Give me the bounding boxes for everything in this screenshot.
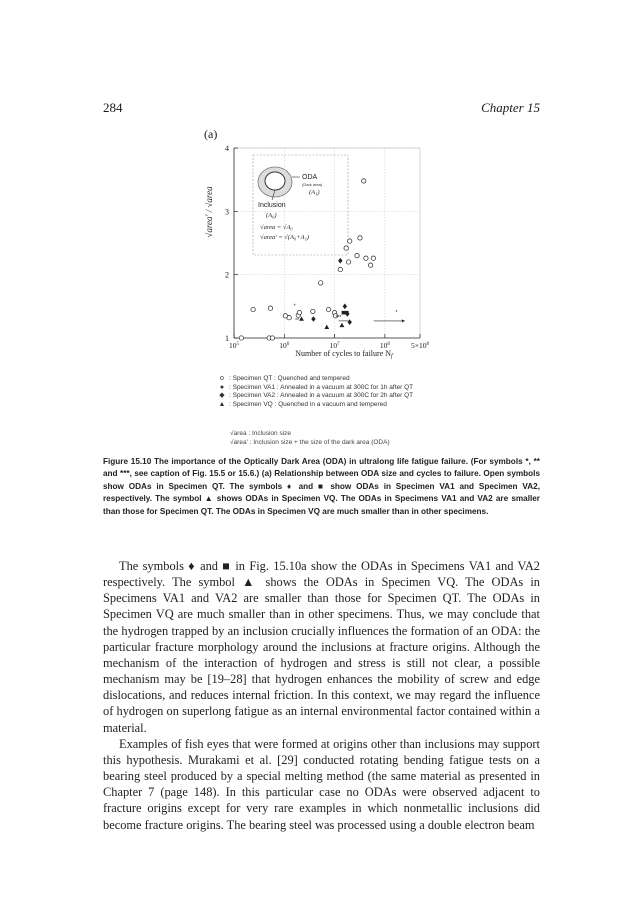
x-tick-label: $10^6$ [279,341,290,350]
y-axis-label: √area' / √area [204,186,214,238]
legend-item-va2 [215,392,413,401]
point-annotation: ** [295,318,300,325]
x-axis-label-subscript: f [391,353,393,360]
point-annotation: *** [335,315,342,321]
point-va2 [342,311,346,315]
x-axis-label-text: Number of cycles to failure N [295,349,392,358]
inclusion-shape [265,172,285,190]
body-paragraph: Examples of fish eyes that were formed at origins other than inclusions may support this hypothesis. Murakami et al. [29] conducted rotating bending fatigue tests on a bearing steel produced by a special melting method (the same material as presented in Chapter 7 (page 148). In this particular case no ODAs were observed adjacent to fracture origins except for very rare examples in which nonmetallic inclusions did become fracture origins. The bearing steel was processed using a double electron beam [103,736,540,832]
point-va1 [311,316,315,322]
dark-area-label: (Dark area) [302,182,323,187]
x-tick-label: $10^5$ [229,341,239,350]
x-tick-label: $10^7$ [329,341,340,350]
legend-text: : Specimen VA2 : Annealed in a vacuum at 300C for 2h after QT [229,392,414,399]
inclusion-label: Inclusion [258,202,286,209]
figure-definitions [230,430,390,447]
point-qt [319,281,323,285]
definition-area-prime: √area' : Inclusion size + the size of the dark area (ODA) [230,438,390,446]
runout-arrowhead [402,319,405,322]
point-qt [287,316,291,320]
figure-panel-label: (a) [204,127,218,141]
point-va1 [343,304,347,310]
point-va1 [338,258,342,264]
y-tick-label: 1 [225,334,229,343]
point-qt [364,256,368,260]
running-head: Chapter 15 [481,100,540,115]
figure-legend [215,375,413,409]
point-qt [239,336,243,340]
point-qt [338,267,342,271]
figure-caption: Figure 15.10 The importance of the Optically Dark Area (ODA) in ultralong life fatigue failure. (For symbols *, ** and ***, see caption of Fig. 15.5 or 15.6.) (a) Relationship between ODA size and cycles to failure. Open symbols show ODAs in Specimen QT. The symbols ♦ and ■ show ODAs in Specimen VA1 and Specimen VA2, respectively. The symbol ▲ shows ODAs in Specimen VQ. The ODAs in Specimens VA1 and VA2 are smaller than those for Specimen QT. The ODAs in Specimen VQ are much smaller than in other specimens. [103,457,540,516]
x-tick-label: $10^8$ [379,341,390,350]
body-text [103,558,540,833]
point-qt [268,306,272,310]
axis-ticks [225,144,429,350]
legend-text: : Specimen VA1 : Annealed in a vacuum at 300C for 1h after QT [229,383,414,391]
oda-scatter-chart [196,140,456,365]
formula-area-prime: √area' = √(A₀+A₁) [260,234,310,241]
point-qt [362,179,366,183]
legend-item-va1 [215,384,413,393]
point-va2 [345,311,349,315]
point-qt [311,309,315,313]
point-va1 [348,319,352,325]
diamond-icon: ◆ [219,392,225,399]
legend-item-vq [215,401,413,410]
legend-text: : Specimen QT : Quenched and tempered [229,375,350,382]
legend-item-qt [215,375,413,384]
point-qt [371,256,375,260]
a0-label: (A₀) [266,212,277,219]
point-annotation: * [395,309,398,316]
point-qt [270,336,274,340]
y-tick-label: 4 [225,144,229,153]
formula-area: √area = √A₀ [260,224,293,231]
point-vq [324,325,329,329]
filled-circle-icon: ● [219,383,225,391]
x-tick-label: $5\times 10^8$ [411,341,429,350]
point-annotation: * [293,303,296,310]
oda-label: ODA [302,174,318,181]
point-qt [348,239,352,243]
a1-label: (A₁) [309,189,320,196]
point-vq [340,323,345,327]
x-axis-label [295,349,394,360]
y-tick-label: 2 [225,270,229,280]
point-qt [251,307,255,311]
point-qt [368,263,372,267]
open-circle-icon: o [220,375,224,382]
point-qt [355,253,359,257]
point-qt [346,260,350,264]
page-number: 284 [103,100,123,115]
point-qt [297,310,301,314]
y-tick-label: 3 [225,207,229,217]
point-qt [358,236,362,240]
triangle-icon: ▲ [218,400,226,408]
inset-schematic [253,155,348,255]
body-paragraph: The symbols ♦ and ■ in Fig. 15.10a show the ODAs in Specimens VA1 and VA2 respectively. The symbol ▲ shows the ODAs in Specimen VQ. The ODAs in Specimens VA1 and VA2 are smaller than those for Specimen QT. The ODAs in Specimen VQ are much smaller than in other specimens. Thus, we may conclude that the hydrogen trapped by an inclusion crucially influences the formation of an ODA: the particular fracture morphology around the inclusions at fracture origins. Although the mechanism of the interaction of hydrogen and stress is still not clear, a possible mechanism may be [19–28] that hydrogen enhances the mobility of screw and edge dislocations, and reduces internal friction. In this context, we may regard the influence of hydrogen on superlong fatigue as an internal environmental factor contained within a material. [103,559,540,735]
definition-area: √area : Inclusion size [230,430,292,437]
point-qt [326,307,330,311]
legend-text: : Specimen VQ : Quenched in a vacuum and tempered [229,400,387,408]
point-qt [344,246,348,250]
